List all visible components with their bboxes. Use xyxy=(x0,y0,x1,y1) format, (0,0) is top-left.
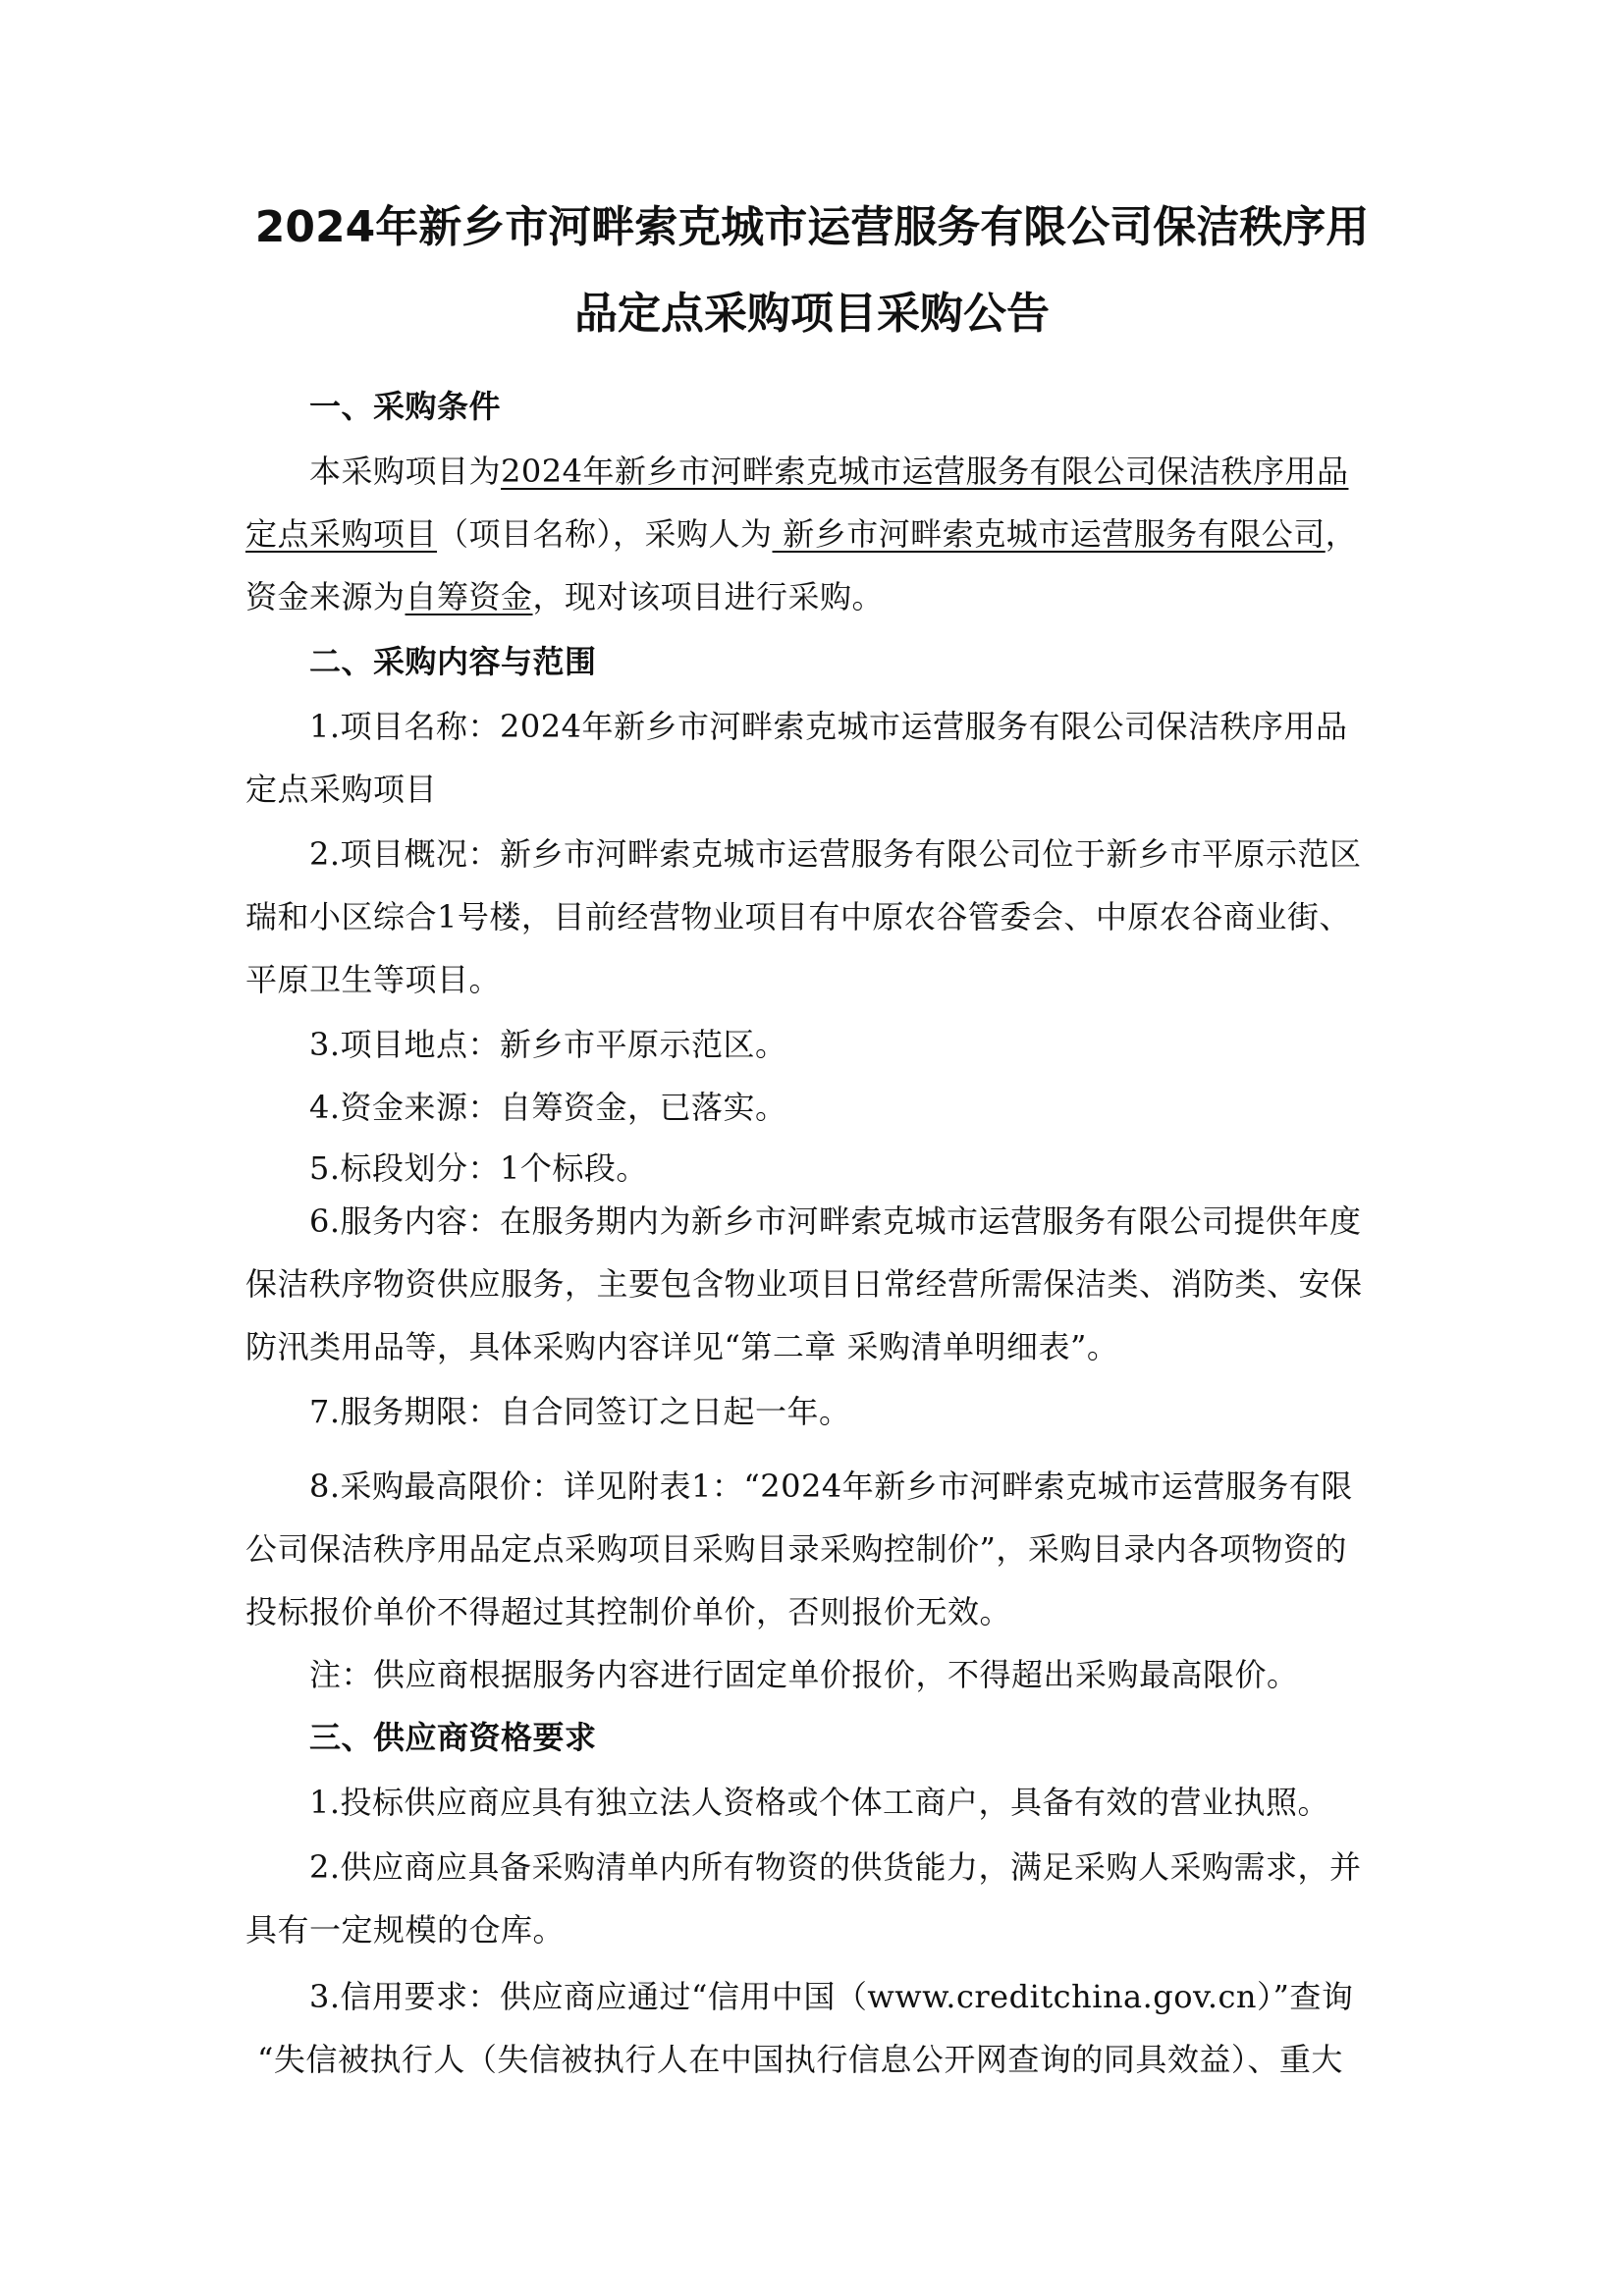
fund-source-underlined: 自筹资金 xyxy=(405,578,533,615)
paragraph-line: 平原卫生等项目。 xyxy=(245,961,502,998)
project-name-underlined: 2024年新乡市河畔索克城市运营服务有限公司保洁秩序用品 xyxy=(501,453,1349,490)
document-title-line-1: 2024年新乡市河畔索克城市运营服务有限公司保洁秩序用 xyxy=(254,202,1370,252)
paragraph-line: 定点采购项目 xyxy=(245,771,438,808)
text-span: ，现对该项目进行采购。 xyxy=(532,578,885,615)
paragraph-line: 瑞和小区综合1号楼，目前经营物业项目有中原农谷管委会、中原农谷商业街、 xyxy=(245,898,1351,935)
section-heading-1: 一、采购条件 xyxy=(309,388,502,425)
paragraph-line: 5.标段划分：1个标段。 xyxy=(309,1149,648,1187)
section-heading-2: 二、采购内容与范围 xyxy=(309,643,597,680)
paragraph-line: 1.项目名称：2024年新乡市河畔索克城市运营服务有限公司保洁秩序用品 xyxy=(309,708,1348,745)
paragraph-line xyxy=(309,450,1348,493)
section-heading-3: 三、供应商资格要求 xyxy=(309,1719,597,1756)
paragraph-line: 注：供应商根据服务内容进行固定单价报价，不得超出采购最高限价。 xyxy=(309,1656,1299,1693)
paragraph-line: 6.服务内容：在服务期内为新乡市河畔索克城市运营服务有限公司提供年度 xyxy=(309,1202,1362,1240)
paragraph-line: 2.项目概况：新乡市河畔索克城市运营服务有限公司位于新乡市平原示范区 xyxy=(309,835,1362,873)
paragraph-line: 具有一定规模的仓库。 xyxy=(245,1911,566,1949)
paragraph-line: 防汛类用品等，具体采购内容详见“第二章 采购清单明细表”。 xyxy=(245,1328,1119,1365)
paragraph-line: 投标报价单价不得超过其控制价单价，否则报价无效。 xyxy=(245,1593,1012,1630)
paragraph-line: “失信被执行人（失信被执行人在中国执行信息公开网查询的同具效益）、重大 xyxy=(257,2041,1343,2078)
paragraph-line: 1.投标供应商应具有独立法人资格或个体工商户，具备有效的营业执照。 xyxy=(309,1784,1330,1821)
paragraph-line: 7.服务期限：自合同签订之日起一年。 xyxy=(309,1393,851,1430)
paragraph-line: 8.采购最高限价：详见附表1：“2024年新乡市河畔索克城市运营服务有限 xyxy=(309,1468,1353,1505)
text-span: 资金来源为 xyxy=(245,578,406,615)
paragraph-line: 保洁秩序物资供应服务，主要包含物业项目日常经营所需保洁类、消防类、安保 xyxy=(245,1265,1363,1303)
paragraph-line: 2.供应商应具备采购清单内所有物资的供货能力，满足采购人采购需求，并 xyxy=(309,1848,1362,1886)
paragraph-line: 3.项目地点：新乡市平原示范区。 xyxy=(309,1026,787,1063)
project-name-underlined: 定点采购项目 xyxy=(245,515,438,553)
text-span: ， xyxy=(1325,515,1358,553)
paragraph-line xyxy=(245,512,1357,556)
paragraph-line: 3.信用要求：供应商应通过“信用中国（www.creditchina.gov.cn）”查询 xyxy=(309,1978,1354,2015)
text-span: （项目名称），采购人为 xyxy=(437,515,773,553)
paragraph-line: 4.资金来源：自筹资金，已落实。 xyxy=(309,1089,787,1126)
text-span: 本采购项目为 xyxy=(309,453,502,490)
paragraph-line: 公司保洁秩序用品定点采购项目采购目录采购控制价”，采购目录内各项物资的 xyxy=(245,1530,1347,1568)
document-title-line-2: 品定点采购项目采购公告 xyxy=(574,289,1050,339)
purchaser-name-underlined: 新乡市河畔索克城市运营服务有限公司 xyxy=(772,515,1326,553)
paragraph-line xyxy=(245,575,884,618)
